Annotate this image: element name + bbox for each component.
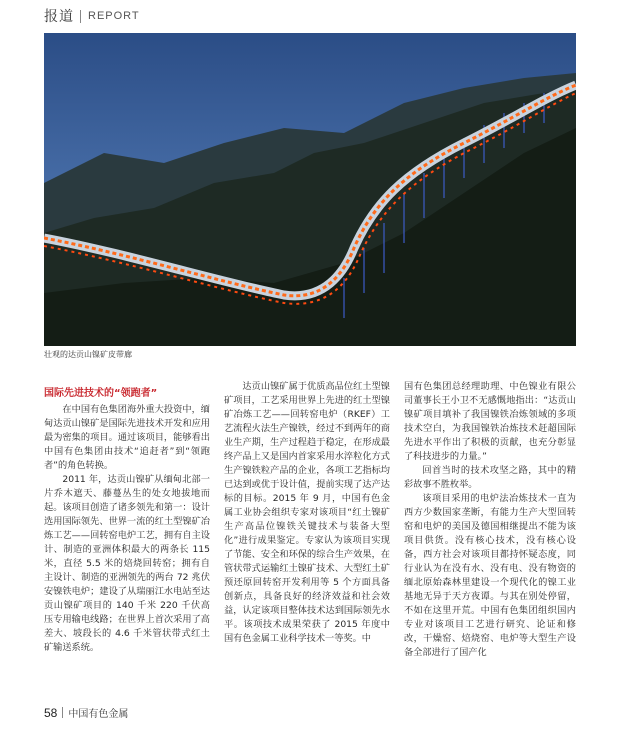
paragraph: 达贡山镍矿属于优质高品位红土型镍矿项目，工艺采用世界上先进的红土型镍矿冶炼工艺——回转窑电炉（RKEF）工艺流程火法生产镍铁，经过不到两年的商业生产期，生产过程趋于稳定，在形成最终产品上又是国内首家采用水淬粒化方式生产镍铁粒产品的企业，各项工艺指标均已达到或优于设计值，提前实现了达产达标的目标。2015 年 9 月，中国有色金属工业协会组织专家对该项目“红土镍矿生产高品位镍铁关键技术与装备大型化”进行成果鉴定。专家认为该项目实现了节能、安全和环保的综合生产效果，在管状带式运输红土镍矿技术、大型红土矿预还原回转窑开发利用等 5 个方面具备创新点，具备良好的经济效益和社会效益，认定该项目整体技术达到国际领先水平。该项技术成果荣获了 2015 年度中国有色金属工业科学技术一等奖。中 xyxy=(224,381,390,644)
paragraph: 该项目采用的电炉法冶炼技术一直为西方少数国家垄断，有能力生产大型回转窑和电炉的美国及德国相继提出不能为该项目供货。没有核心技术，没有核心设备，西方社会对该项目都持怀疑态度，同行业认为在没有水、没有电、没有物资的缅北原始森林里建设一个现代化的镍工业基地无异于天方夜谭。与其在别处停留，不如在这里开荒。中国有色集团组织国内专业对该项目工艺进行研究、论证和修改，干燥窑、焙烧窑、电炉等大型生产设备全部进行了国产化 xyxy=(404,493,576,658)
section-title: 国际先进技术的“领跑者” xyxy=(44,388,158,399)
footer-divider xyxy=(62,707,63,718)
paragraph: 国有色集团总经理助理、中色镍业有限公司董事长王小卫不无感慨地指出：“达贡山镍矿项目填补了我国镍铁冶炼领域的多项技术空白，为我国镍铁冶炼技术赶超国际先进水平作出了积极的贡献，也充分彰显了科技进步的力量。” xyxy=(404,381,576,462)
article-column-2 xyxy=(224,380,390,646)
paragraph: 在中国有色集团海外重大投资中，缅甸达贡山镍矿是国际先进技术开发和应用最为密集的项目。通过该项目，能够看出中国有色集团由技术“追赶者”到“领跑者”的角色转换。 xyxy=(44,404,210,471)
header-title-cn: 报道 xyxy=(44,9,74,25)
article-column-3 xyxy=(404,380,576,660)
paragraph: 回首当时的技术攻坚之路，其中的精彩故事不胜枚举。 xyxy=(404,465,576,490)
page-header xyxy=(44,6,140,26)
page-footer xyxy=(44,705,128,720)
header-divider xyxy=(80,10,81,23)
paragraph: 2011 年，达贡山镍矿从缅甸北部一片乔木遮天、藤蔓丛生的处女地拔地而起。该项目创造了诸多领先和第一：设计选用国际领先、世界一流的红土型镍矿冶炼工艺——回转窑电炉工艺，拥有自主设计、制造的亚洲体积最大的两条长 115 米，直径 5.5 米的焙烧回转窑；拥有自主设计、制造的亚洲领先的两台 72 兆伏安镍铁电炉；建设了从瑞丽江水电站至达贡山镍矿项目的 140 千米 220 千伏高压专用输电线路；在世界上首次采用了高差大、坡段长的 4.6 千米管状带式红土矿输送系统。 xyxy=(44,474,210,653)
page-number: 58 xyxy=(44,705,58,720)
conveyor-photo xyxy=(44,33,576,346)
article-column-1 xyxy=(44,380,210,655)
magazine-name: 中国有色金属 xyxy=(68,709,129,720)
header-title-en: REPORT xyxy=(88,10,140,22)
photo-caption: 壮观的达贡山镍矿皮带廊 xyxy=(44,350,132,359)
